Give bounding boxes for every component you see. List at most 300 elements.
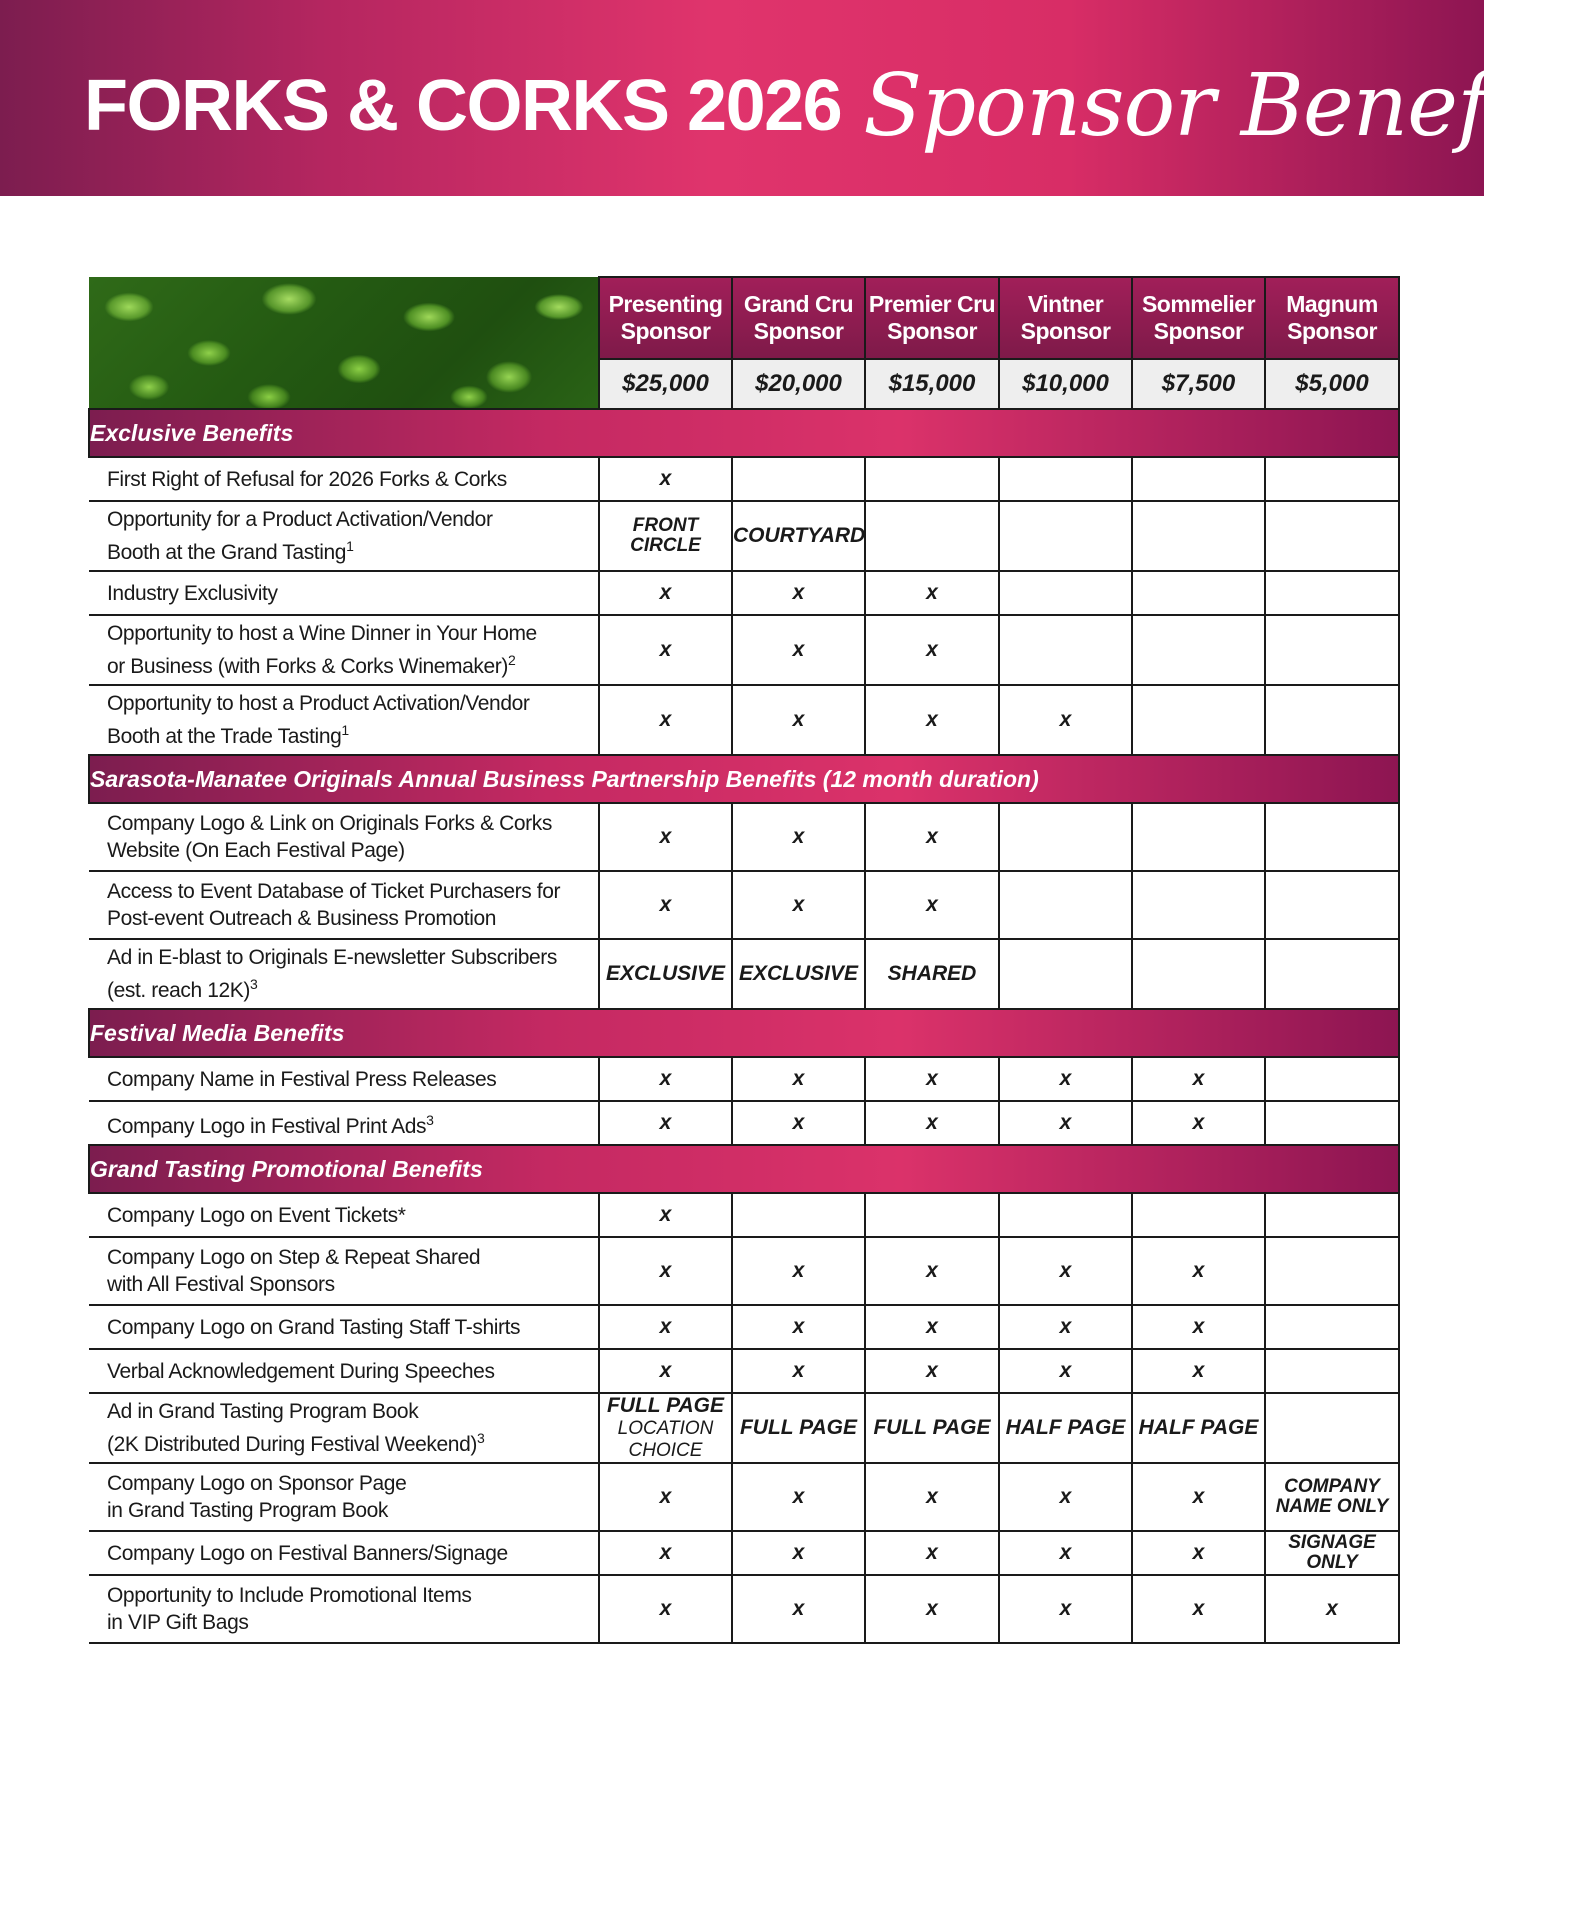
benefit-value-text: x [926, 893, 938, 916]
benefit-value-text: x [1059, 1259, 1072, 1282]
table-row [89, 1463, 1399, 1531]
benefit-value-text: HALF PAGE [1138, 1416, 1259, 1439]
benefit-value [732, 1393, 865, 1463]
benefit-empty [1132, 871, 1265, 939]
benefit-label-line2 [107, 1271, 588, 1298]
sponsor-name-line1: Premier Cru [868, 291, 996, 317]
benefit-check-mark [732, 1305, 865, 1349]
benefit-label-text: Booth at the Trade Tasting [107, 725, 342, 748]
benefit-label [89, 803, 599, 871]
benefit-check-mark [732, 1531, 865, 1575]
sponsor-price: $5,000 [1265, 359, 1399, 409]
benefit-check-mark [865, 571, 999, 615]
sponsor-name-line2: Sponsor [1287, 318, 1377, 344]
benefit-value [599, 501, 732, 571]
benefit-check-mark [599, 1193, 732, 1237]
benefit-label-text: Company Logo on Grand Tasting Staff T-shirts [107, 1315, 521, 1339]
sponsor-name-line2: Sponsor [753, 318, 844, 344]
sponsor-name-line2: Sponsor [1153, 318, 1244, 344]
benefit-value-text: x [659, 1111, 672, 1134]
benefit-value-text: x [926, 708, 938, 731]
benefit-label-line1 [107, 690, 588, 717]
sponsor-name-line1: Presenting [608, 291, 723, 317]
benefit-check-mark [865, 803, 999, 871]
benefit-value [999, 1393, 1132, 1463]
benefit-value-text: x [659, 825, 672, 848]
benefit-value-text: x [926, 1259, 938, 1282]
benefit-empty [865, 1193, 999, 1237]
benefit-label [89, 1305, 599, 1349]
benefit-label [89, 501, 599, 571]
benefit-value-text: x [792, 581, 805, 604]
benefit-value-text: x [1192, 1359, 1205, 1382]
benefit-value-text: x [1192, 1259, 1205, 1282]
benefit-label-text: Opportunity to host a Wine Dinner in Your Home [107, 622, 537, 645]
section-header-row [89, 1145, 1399, 1193]
benefit-empty [1132, 457, 1265, 501]
benefit-label-line1 [107, 810, 588, 837]
benefit-label-text: (est. reach 12K) [107, 979, 250, 1002]
benefit-value-text: SIGNAGE ONLY [1288, 1532, 1376, 1573]
benefit-value-text: x [926, 1597, 938, 1620]
benefit-label [89, 1101, 599, 1145]
benefit-check-mark [599, 1101, 732, 1145]
benefits-table [88, 276, 1400, 1644]
benefit-value [1265, 1531, 1399, 1575]
benefit-check-mark [599, 1057, 732, 1101]
benefit-value-text: x [926, 581, 938, 604]
sponsor-name-line2: Sponsor [620, 318, 711, 344]
benefit-label-text: Company Logo on Step & Repeat Shared [107, 1246, 481, 1269]
title-bold: FORKS & CORKS 2026 [84, 66, 842, 146]
footnote-marker: 1 [346, 538, 354, 554]
benefit-check-mark [865, 685, 999, 755]
table-row [89, 501, 1399, 571]
benefit-label-text: Ad in Grand Tasting Program Book [107, 1400, 419, 1423]
benefit-value-subtext: LOCATION CHOICE [617, 1418, 714, 1461]
footnote-marker: 3 [426, 1111, 434, 1128]
benefit-value-text: x [659, 581, 672, 604]
benefit-label-text: Opportunity to host a Product Activation/Vendor [107, 692, 530, 715]
benefit-value-text: x [1192, 1067, 1205, 1090]
footnote-marker: 3 [476, 1430, 485, 1446]
benefit-label-text: in VIP Gift Bags [107, 1611, 249, 1634]
benefit-check-mark [1132, 1575, 1265, 1643]
benefit-empty [1265, 1393, 1399, 1463]
table-row [89, 571, 1399, 615]
sponsor-tier-name [599, 277, 732, 359]
benefit-check-mark [732, 571, 865, 615]
sponsor-tier-name [1132, 277, 1265, 359]
benefit-check-mark [865, 1305, 999, 1349]
benefit-check-mark [599, 1575, 732, 1643]
benefit-empty [1265, 1101, 1399, 1145]
benefit-label-line1 [107, 1358, 588, 1385]
benefit-value-text: x [659, 708, 672, 731]
benefit-value-text: EXCLUSIVE [738, 962, 859, 985]
benefit-label [89, 457, 599, 501]
benefit-check-mark [599, 615, 732, 685]
benefit-check-mark [599, 1237, 732, 1305]
sponsor-price: $15,000 [865, 359, 999, 409]
benefit-check-mark [599, 571, 732, 615]
benefit-check-mark [999, 1305, 1132, 1349]
benefit-value-text: x [792, 893, 805, 916]
benefit-check-mark [1132, 1531, 1265, 1575]
benefit-value-text: x [659, 1067, 672, 1090]
benefit-label [89, 1463, 599, 1531]
benefit-label-line1 [107, 1107, 588, 1140]
benefit-label-text: Access to Event Database of Ticket Purchasers for [107, 880, 561, 903]
benefit-value-text: COURTYARD [733, 524, 866, 547]
benefit-value-text: x [1059, 708, 1072, 731]
benefit-value-text: x [792, 1359, 805, 1382]
benefit-value-text: x [1059, 1485, 1072, 1508]
benefit-label-line1 [107, 1540, 588, 1567]
benefit-label-text: Verbal Acknowledgement During Speeches [107, 1359, 495, 1383]
benefit-check-mark [865, 615, 999, 685]
benefit-value-text: FRONT CIRCLE [630, 515, 701, 556]
table-row [89, 1101, 1399, 1145]
benefit-empty [999, 571, 1132, 615]
benefit-value-text: SHARED [887, 962, 977, 985]
benefit-value-text: x [792, 708, 805, 731]
benefit-check-mark [732, 615, 865, 685]
benefit-check-mark [999, 1463, 1132, 1531]
benefit-value-text: x [792, 1315, 805, 1338]
benefit-empty [865, 457, 999, 501]
benefit-value-text: x [1059, 1111, 1072, 1134]
benefit-check-mark [732, 1575, 865, 1643]
benefit-value-text: x [659, 467, 672, 490]
sponsor-name-line1: Sommelier [1141, 291, 1256, 317]
benefit-label-text: Ad in E-blast to Originals E-newsletter Subscribers [107, 946, 557, 969]
benefit-check-mark [1132, 1237, 1265, 1305]
benefit-empty [999, 939, 1132, 1009]
benefit-label [89, 871, 599, 939]
benefit-label-text: Opportunity to Include Promotional Items [107, 1584, 472, 1607]
benefit-empty [1265, 615, 1399, 685]
benefit-empty [1265, 1057, 1399, 1101]
benefit-check-mark [999, 1237, 1132, 1305]
benefit-check-mark [732, 1349, 865, 1393]
benefit-check-mark [1132, 1057, 1265, 1101]
benefit-label-text: Company Logo on Festival Banners/Signage [107, 1541, 508, 1565]
benefit-check-mark [865, 1349, 999, 1393]
benefit-label-text: with All Festival Sponsors [107, 1273, 335, 1296]
benefit-check-mark [599, 803, 732, 871]
benefit-check-mark [599, 871, 732, 939]
benefit-check-mark [599, 1463, 732, 1531]
benefit-value-text: EXCLUSIVE [605, 962, 726, 985]
benefit-label-text: Website (On Each Festival Page) [107, 839, 405, 862]
title-banner [0, 0, 1591, 196]
footnote-marker: 3 [250, 976, 258, 992]
benefit-value-text: x [792, 1067, 805, 1090]
benefit-label-line2 [107, 717, 588, 750]
section-title: Sarasota-Manatee Originals Annual Business Partnership Benefits (12 month duration) [89, 755, 1399, 803]
benefit-value-text: x [1192, 1485, 1205, 1508]
benefit-value-text: x [792, 1597, 805, 1620]
section-title: Grand Tasting Promotional Benefits [89, 1145, 1399, 1193]
benefit-value [599, 1393, 732, 1463]
benefit-empty [1265, 939, 1399, 1009]
benefit-value-text: x [1192, 1111, 1205, 1134]
benefit-label-line1 [107, 580, 588, 607]
benefit-label-line1 [107, 944, 588, 971]
benefit-check-mark [865, 1463, 999, 1531]
benefit-label-line1 [107, 1202, 588, 1229]
benefit-check-mark [732, 1463, 865, 1531]
benefit-label-text: Industry Exclusivity [107, 581, 278, 605]
sponsor-name-line1: Grand Cru [743, 291, 854, 317]
benefit-empty [1132, 803, 1265, 871]
benefit-empty [732, 1193, 865, 1237]
benefit-check-mark [599, 685, 732, 755]
benefit-label-line1 [107, 878, 588, 905]
benefit-empty [1132, 571, 1265, 615]
benefit-label-text: Company Logo on Event Tickets* [107, 1203, 406, 1227]
benefit-check-mark [999, 1101, 1132, 1145]
benefit-value [865, 939, 999, 1009]
sponsor-tier-name [732, 277, 865, 359]
benefit-value-text: x [1192, 1315, 1205, 1338]
title-script: Sponsor Benefits [863, 56, 1591, 156]
benefit-check-mark [732, 803, 865, 871]
benefit-empty [999, 615, 1132, 685]
benefit-empty [1265, 871, 1399, 939]
table-row [89, 939, 1399, 1009]
benefit-value-text: HALF PAGE [1005, 1416, 1126, 1439]
benefit-check-mark [999, 1057, 1132, 1101]
benefit-value-text: x [926, 1359, 938, 1382]
section-header-row [89, 1009, 1399, 1057]
benefit-empty [999, 1193, 1132, 1237]
benefit-check-mark [1265, 1575, 1399, 1643]
table-row [89, 457, 1399, 501]
benefit-label-text: Company Logo on Sponsor Page [107, 1472, 407, 1495]
footnote-marker: 2 [507, 652, 516, 668]
benefit-value-text: x [1059, 1315, 1072, 1338]
benefit-label-text: Booth at the Grand Tasting [107, 541, 347, 564]
section-header-row [89, 755, 1399, 803]
benefit-check-mark [1132, 1305, 1265, 1349]
benefit-check-mark [732, 1237, 865, 1305]
benefit-value [732, 939, 865, 1009]
benefit-empty [1132, 615, 1265, 685]
benefit-value-text: x [792, 825, 805, 848]
benefit-label-line2 [107, 1425, 588, 1458]
benefit-value-text: x [1059, 1067, 1072, 1090]
benefit-value-text: x [1326, 1597, 1338, 1620]
benefit-value-text: x [1192, 1541, 1205, 1564]
benefit-check-mark [1132, 1101, 1265, 1145]
benefit-value-text: x [926, 638, 938, 661]
benefit-value-text: x [792, 1111, 805, 1134]
benefit-label [89, 571, 599, 615]
benefit-check-mark [865, 1237, 999, 1305]
benefit-label [89, 685, 599, 755]
benefit-value-text: x [792, 638, 805, 661]
table-row [89, 1393, 1399, 1463]
benefit-label-text: Post-event Outreach & Business Promotion [107, 907, 497, 930]
table-row [89, 1057, 1399, 1101]
benefit-value-text: x [659, 1485, 672, 1508]
table-row [89, 871, 1399, 939]
benefit-value-text: x [1059, 1597, 1072, 1620]
benefit-label-line1 [107, 1244, 588, 1271]
benefit-label-line1 [107, 506, 588, 533]
benefit-value-text: x [659, 1203, 672, 1226]
benefit-empty [1132, 939, 1265, 1009]
benefit-value-text: x [1059, 1359, 1072, 1382]
benefit-label-line1 [107, 620, 588, 647]
benefit-check-mark [599, 457, 732, 501]
benefit-label [89, 1531, 599, 1575]
benefit-empty [1265, 1349, 1399, 1393]
benefit-check-mark [1132, 1349, 1265, 1393]
benefit-value [599, 939, 732, 1009]
benefit-empty [999, 871, 1132, 939]
sponsor-price: $25,000 [599, 359, 732, 409]
benefit-empty [999, 803, 1132, 871]
sponsor-price: $20,000 [732, 359, 865, 409]
benefit-value [1132, 1393, 1265, 1463]
benefit-check-mark [999, 1531, 1132, 1575]
benefit-empty [1132, 501, 1265, 571]
benefit-label-line1 [107, 466, 588, 493]
benefit-empty [1265, 1193, 1399, 1237]
sponsor-name-line1: Magnum [1286, 291, 1378, 317]
benefit-label [89, 615, 599, 685]
benefit-value-text: x [792, 1259, 805, 1282]
benefit-empty [999, 457, 1132, 501]
benefit-empty [1265, 501, 1399, 571]
leaf-image [89, 277, 599, 409]
benefit-check-mark [865, 1575, 999, 1643]
sponsor-name-line2: Sponsor [887, 318, 977, 344]
benefit-check-mark [865, 871, 999, 939]
benefit-empty [999, 501, 1132, 571]
benefit-value-text: x [926, 1541, 938, 1564]
benefit-value [1265, 1463, 1399, 1531]
sponsor-price: $10,000 [999, 359, 1132, 409]
benefit-value-text: x [1059, 1541, 1072, 1564]
section-header-row [89, 409, 1399, 457]
benefit-label-text: First Right of Refusal for 2026 Forks & Corks [107, 467, 507, 491]
sponsor-tier-name [865, 277, 999, 359]
benefit-value-text: x [659, 1541, 672, 1564]
benefit-label-line2 [107, 533, 588, 566]
benefit-label-line2 [107, 1609, 588, 1636]
benefit-value-text: x [659, 1597, 672, 1620]
sponsor-name-line1: Vintner [1027, 291, 1104, 317]
benefit-label-line2 [107, 837, 588, 864]
benefit-check-mark [599, 1305, 732, 1349]
benefit-empty [865, 501, 999, 571]
benefit-check-mark [732, 1057, 865, 1101]
benefit-label [89, 1393, 599, 1463]
benefit-label-text: Company Logo & Link on Originals Forks & Corks [107, 812, 552, 835]
benefit-value-text: FULL PAGE [739, 1416, 858, 1439]
sponsor-name-line2: Sponsor [1020, 318, 1111, 344]
benefit-label-line1 [107, 1066, 588, 1093]
benefit-value-text: x [659, 1359, 672, 1382]
benefit-check-mark [865, 1531, 999, 1575]
footnote-marker: 1 [341, 722, 349, 738]
table-row [89, 1193, 1399, 1237]
table-row [89, 1531, 1399, 1575]
benefit-check-mark [865, 1101, 999, 1145]
table-row [89, 685, 1399, 755]
benefit-empty [1265, 1305, 1399, 1349]
benefit-empty [1265, 1237, 1399, 1305]
benefit-value-text: x [1192, 1597, 1205, 1620]
benefit-check-mark [599, 1531, 732, 1575]
benefit-empty [1265, 803, 1399, 871]
benefit-label-line1 [107, 1582, 588, 1609]
benefit-value-text: COMPANY NAME ONLY [1275, 1476, 1389, 1517]
benefit-value-text: x [926, 1111, 938, 1134]
benefit-check-mark [732, 685, 865, 755]
benefit-label-line2 [107, 905, 588, 932]
benefit-label-text: Opportunity for a Product Activation/Vendor [107, 508, 493, 531]
table-row [89, 1237, 1399, 1305]
benefit-label-line1 [107, 1470, 588, 1497]
benefit-check-mark [999, 1575, 1132, 1643]
benefit-label [89, 1237, 599, 1305]
benefit-empty [1265, 685, 1399, 755]
benefit-check-mark [999, 685, 1132, 755]
sponsor-price: $7,500 [1132, 359, 1265, 409]
benefit-value-text: FULL PAGE [606, 1394, 725, 1417]
benefit-value-text: FULL PAGE [873, 1416, 991, 1439]
benefit-value-text: x [926, 1315, 938, 1338]
sponsor-name-row [89, 277, 1399, 359]
sponsor-tier-name [999, 277, 1132, 359]
benefit-label-text: (2K Distributed During Festival Weekend) [107, 1433, 477, 1456]
benefit-label-line1 [107, 1398, 588, 1425]
benefit-value-text: x [926, 1067, 938, 1090]
benefit-value [732, 501, 865, 571]
benefit-label [89, 1575, 599, 1643]
table-row [89, 615, 1399, 685]
benefit-check-mark [599, 1349, 732, 1393]
sponsor-tier-name [1265, 277, 1399, 359]
benefit-value-text: x [926, 1485, 938, 1508]
benefit-empty [1265, 457, 1399, 501]
benefit-value [865, 1393, 999, 1463]
benefit-check-mark [865, 1057, 999, 1101]
benefit-label-text: or Business (with Forks & Corks Winemaker) [107, 655, 508, 678]
benefit-value-text: x [926, 825, 938, 848]
benefit-check-mark [999, 1349, 1132, 1393]
benefit-check-mark [732, 1101, 865, 1145]
table-row [89, 1349, 1399, 1393]
benefit-check-mark [1132, 1463, 1265, 1531]
benefit-value-text: x [792, 1485, 805, 1508]
benefit-value-text: x [659, 1315, 672, 1338]
benefit-label-text: in Grand Tasting Program Book [107, 1499, 388, 1522]
benefit-label [89, 1057, 599, 1101]
benefit-label-line2 [107, 647, 588, 680]
page-title [84, 58, 1591, 154]
benefit-value-text: x [659, 893, 672, 916]
benefit-label [89, 1349, 599, 1393]
benefit-empty [732, 457, 865, 501]
benefit-empty [1132, 1193, 1265, 1237]
benefit-value-text: x [659, 1259, 672, 1282]
